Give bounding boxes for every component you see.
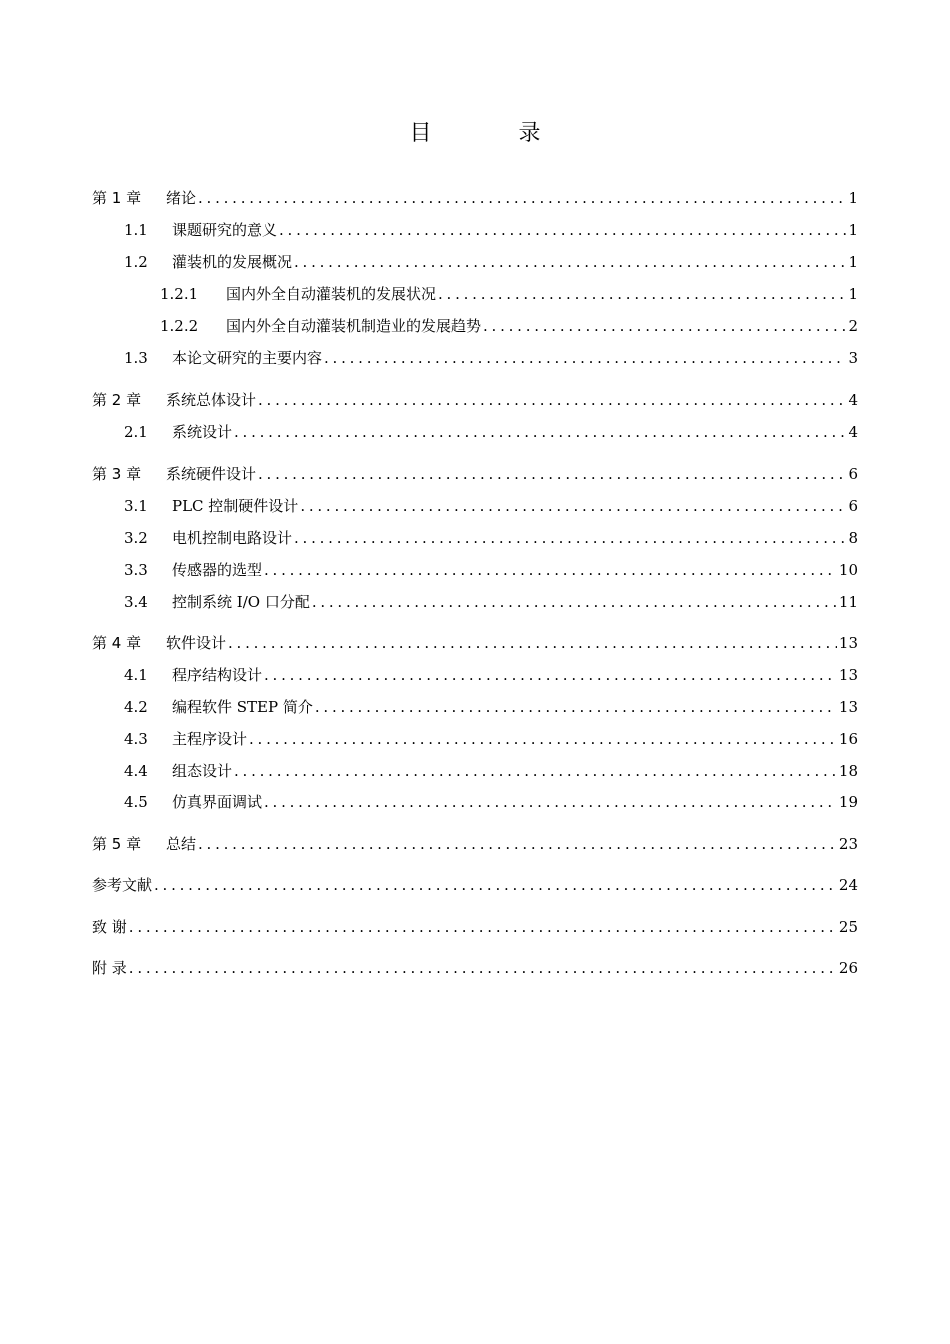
toc-entry-number: 1.1: [124, 221, 148, 239]
toc-entry-label: PLC 控制硬件设计: [172, 497, 299, 515]
toc-entry-page-number: 4: [848, 423, 858, 441]
dot-leader: [249, 729, 837, 749]
toc-entry-page-number: 19: [838, 793, 858, 811]
toc-entry-page-number: 4: [848, 391, 858, 409]
toc-entry-page-number: 1: [848, 189, 858, 207]
toc-entry[interactable]: [92, 344, 858, 368]
dot-leader: [279, 220, 846, 240]
dot-leader: [264, 665, 837, 685]
toc-entry-number: 第 4 章: [92, 634, 142, 652]
toc-entry-page-number: 2: [848, 317, 858, 335]
toc-entry[interactable]: [92, 312, 858, 336]
toc-entry[interactable]: [92, 216, 858, 240]
toc-entry-page-number: 3: [848, 349, 858, 367]
toc-entry-page-number: 23: [838, 835, 858, 853]
toc-entry-number: 4.4: [124, 762, 148, 780]
toc-entry-page-number: 6: [848, 465, 858, 483]
toc-entry-number: 4.1: [124, 666, 148, 684]
toc-entry-page-number: 16: [838, 730, 858, 748]
toc-entry-page-number: 1: [848, 253, 858, 271]
dot-leader: [228, 633, 837, 653]
toc-entry[interactable]: [92, 693, 858, 717]
dot-leader: [154, 875, 837, 895]
toc-entry-label: 组态设计: [172, 762, 233, 780]
toc-entry[interactable]: [92, 588, 858, 612]
dot-leader: [198, 834, 837, 854]
dot-leader: [264, 560, 837, 580]
toc-entry-label: 课题研究的意义: [172, 221, 278, 239]
toc-entry[interactable]: [92, 556, 858, 580]
toc-entry[interactable]: [92, 954, 858, 978]
dot-leader: [258, 464, 846, 484]
toc-entry-number: 第 1 章: [92, 189, 142, 207]
toc-entry-label: 国内外全自动灌装机制造业的发展趋势: [226, 317, 482, 335]
toc-entry-label: 系统设计: [172, 423, 233, 441]
toc-entry-number: 1.3: [124, 349, 148, 367]
toc-entry-page-number: 1: [848, 221, 858, 239]
toc-entry-label: 软件设计: [166, 634, 227, 652]
toc-entry-page-number: 13: [838, 634, 858, 652]
toc-entry[interactable]: [92, 492, 858, 516]
toc-title: 目 录: [409, 121, 581, 146]
toc-entry-label: 传感器的选型: [172, 561, 263, 579]
toc-entry[interactable]: [92, 661, 858, 685]
toc-entry-page-number: 8: [848, 529, 858, 547]
toc-entry-number: 3.2: [124, 529, 148, 547]
toc-entry-label: 绪论: [166, 189, 197, 207]
toc-entry-page-number: 13: [838, 698, 858, 716]
toc-entry[interactable]: [92, 184, 858, 208]
toc-entry-label: 主程序设计: [172, 730, 248, 748]
toc-entry-label: 系统硬件设计: [166, 465, 257, 483]
toc-entry-number: 3.4: [124, 593, 148, 611]
dot-leader: [129, 958, 837, 978]
toc-entry[interactable]: [92, 386, 858, 410]
toc-entry-label: 灌装机的发展概况: [172, 253, 293, 271]
toc-entry-number: 第 2 章: [92, 391, 142, 409]
toc-entry[interactable]: [92, 830, 858, 854]
toc-entry-label: 本论文研究的主要内容: [172, 349, 323, 367]
toc-entry[interactable]: [92, 460, 858, 484]
toc-entry-number: 3.3: [124, 561, 148, 579]
dot-leader: [129, 917, 837, 937]
toc-entry-label: 附 录: [92, 959, 127, 977]
toc-entry-label: 电机控制电路设计: [172, 529, 293, 547]
toc-entry-number: 第 5 章: [92, 835, 142, 853]
dot-leader: [234, 422, 846, 442]
toc-entry-page-number: 18: [838, 762, 858, 780]
toc-entry[interactable]: [92, 788, 858, 812]
dot-leader: [198, 188, 846, 208]
toc-entry-number: 1.2.2: [160, 317, 199, 335]
dot-leader: [300, 496, 846, 516]
toc-entry[interactable]: [92, 248, 858, 272]
toc-entry-label: 仿真界面调试: [172, 793, 263, 811]
toc-entry[interactable]: [92, 757, 858, 781]
toc-entry-number: 2.1: [124, 423, 148, 441]
toc-entry-number: 4.2: [124, 698, 148, 716]
dot-leader: [294, 528, 846, 548]
toc-entry-page-number: 10: [838, 561, 858, 579]
toc-entry[interactable]: [92, 524, 858, 548]
toc-entry-page-number: 11: [838, 593, 858, 611]
dot-leader: [234, 761, 837, 781]
dot-leader: [258, 390, 846, 410]
toc-entry-label: 致 谢: [92, 918, 127, 936]
dot-leader: [312, 592, 837, 612]
toc-entry-page-number: 6: [848, 497, 858, 515]
toc-entry-number: 1.2: [124, 253, 148, 271]
toc-entry-page-number: 13: [838, 666, 858, 684]
toc-entry[interactable]: [92, 280, 858, 304]
toc-entry[interactable]: [92, 725, 858, 749]
dot-leader: [264, 792, 837, 812]
toc-entry-label: 控制系统 I/O 口分配: [172, 593, 310, 611]
toc-entry-page-number: 24: [838, 876, 858, 894]
toc-entry-label: 总结: [166, 835, 197, 853]
toc-entry-label: 系统总体设计: [166, 391, 257, 409]
toc-entry[interactable]: [92, 913, 858, 937]
toc-entry-page-number: 25: [838, 918, 858, 936]
toc-entry-page-number: 1: [848, 285, 858, 303]
toc-entry[interactable]: [92, 418, 858, 442]
dot-leader: [438, 284, 846, 304]
dot-leader: [483, 316, 846, 336]
toc-entry-number: 第 3 章: [92, 465, 142, 483]
dot-leader: [315, 697, 837, 717]
toc-entry-label: 编程软件 STEP 简介: [172, 698, 313, 716]
toc-entry[interactable]: [92, 629, 858, 653]
toc-entry-number: 3.1: [124, 497, 148, 515]
toc-entry-number: 4.3: [124, 730, 148, 748]
toc-entry[interactable]: [92, 871, 858, 895]
toc-entry-label: 参考文献: [92, 876, 153, 894]
toc-entry-page-number: 26: [838, 959, 858, 977]
dot-leader: [294, 252, 846, 272]
dot-leader: [324, 348, 846, 368]
toc-entry-number: 4.5: [124, 793, 148, 811]
toc-entry-label: 程序结构设计: [172, 666, 263, 684]
toc-entry-number: 1.2.1: [160, 285, 199, 303]
toc-entry-label: 国内外全自动灌装机的发展状况: [226, 285, 437, 303]
